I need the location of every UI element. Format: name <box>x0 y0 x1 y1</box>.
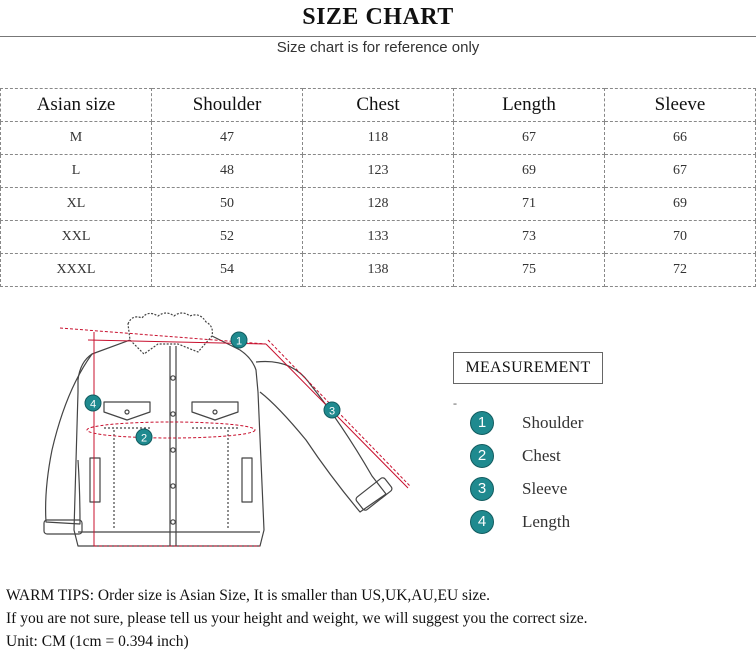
measurement-heading: MEASUREMENT <box>453 352 603 384</box>
cell-length: 75 <box>454 254 605 287</box>
svg-text:1: 1 <box>235 335 243 348</box>
diagram-marker-3 <box>324 402 340 418</box>
page-subtitle: Size chart is for reference only <box>276 39 480 56</box>
cell-shoulder: 48 <box>152 155 303 188</box>
cell-size: XXXL <box>1 254 152 287</box>
cell-size: XXL <box>1 221 152 254</box>
warm-tips-line: WARM TIPS: Order size is Asian Size, It is smaller than US,UK,AU,EU size. <box>6 587 491 604</box>
jacket-outline <box>44 313 393 546</box>
unit-line: Unit: CM (1cm = 0.394 inch) <box>6 633 189 650</box>
header-length: Length <box>454 89 605 122</box>
header-shoulder: Shoulder <box>152 89 303 122</box>
cell-sleeve: 70 <box>605 221 756 254</box>
legend-label: Sleeve <box>522 478 568 498</box>
measurement-lines <box>60 328 410 546</box>
size-chart-table <box>0 88 756 287</box>
cell-chest: 138 <box>303 254 454 287</box>
header-chest: Chest <box>303 89 454 122</box>
cell-length: 71 <box>454 188 605 221</box>
cell-size: XL <box>1 188 152 221</box>
cell-sleeve: 66 <box>605 122 756 155</box>
legend-item-chest <box>470 439 583 472</box>
diagram-marker-1 <box>231 332 247 348</box>
cell-chest: 123 <box>303 155 454 188</box>
legend-label: Shoulder <box>522 412 584 432</box>
legend-label: Chest <box>522 445 561 465</box>
legend-item-length <box>470 505 583 538</box>
cell-chest: 118 <box>303 122 454 155</box>
warm-tips <box>6 584 756 653</box>
title-divider <box>0 36 756 37</box>
number-badge: 4 <box>470 510 494 534</box>
cell-shoulder: 50 <box>152 188 303 221</box>
cell-shoulder: 47 <box>152 122 303 155</box>
cell-length: 73 <box>454 221 605 254</box>
table-header-row <box>1 89 756 122</box>
cell-chest: 133 <box>303 221 454 254</box>
table-row <box>1 122 756 155</box>
cell-sleeve: 69 <box>605 188 756 221</box>
cell-length: 67 <box>454 122 605 155</box>
cell-sleeve: 67 <box>605 155 756 188</box>
svg-text:2: 2 <box>140 432 148 445</box>
advice-line: If you are not sure, please tell us your height and weight, we will suggest you the correct size. <box>6 610 588 627</box>
number-badge: 2 <box>470 444 494 468</box>
diagram-marker-4 <box>85 395 101 411</box>
cell-length: 69 <box>454 155 605 188</box>
svg-text:4: 4 <box>89 398 97 411</box>
legend-item-shoulder <box>470 406 583 439</box>
cell-shoulder: 54 <box>152 254 303 287</box>
cell-shoulder: 52 <box>152 221 303 254</box>
table-row <box>1 155 756 188</box>
cell-chest: 128 <box>303 188 454 221</box>
legend-dash: - <box>453 396 457 410</box>
table-row <box>1 254 756 287</box>
header-asian-size: Asian size <box>1 89 152 122</box>
legend-item-sleeve <box>470 472 583 505</box>
table-row <box>1 221 756 254</box>
jacket-measurement-diagram <box>30 300 430 562</box>
header-sleeve: Sleeve <box>605 89 756 122</box>
legend-label: Length <box>522 511 571 531</box>
cell-size: L <box>1 155 152 188</box>
number-badge: 1 <box>470 411 494 435</box>
measurement-legend <box>470 406 583 538</box>
table-row <box>1 188 756 221</box>
svg-text:3: 3 <box>328 405 336 418</box>
page-title: SIZE CHART <box>302 4 454 30</box>
number-badge: 3 <box>470 477 494 501</box>
cell-size: M <box>1 122 152 155</box>
cell-sleeve: 72 <box>605 254 756 287</box>
diagram-marker-2 <box>136 429 152 445</box>
